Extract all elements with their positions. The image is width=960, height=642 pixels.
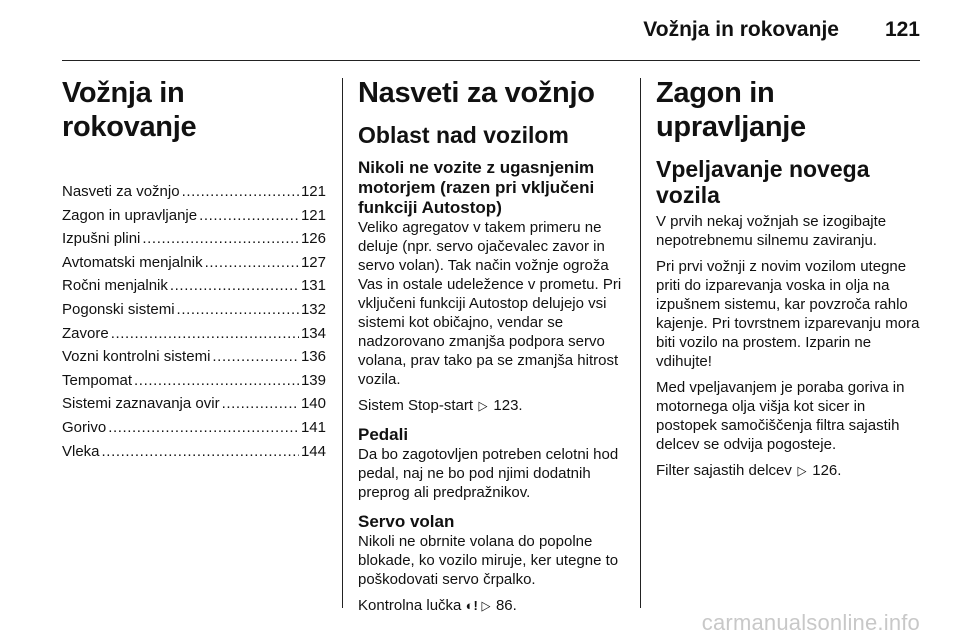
header-rule (62, 60, 920, 61)
toc-item-page: 131 (300, 277, 326, 295)
toc-leader (134, 369, 299, 393)
toc-item-page: 139 (300, 371, 326, 389)
toc-item-page: 141 (300, 418, 326, 436)
toc-leader (111, 322, 299, 346)
toc-item-label: Izpušni plini (62, 230, 141, 248)
toc-leader (177, 298, 299, 322)
particle-filter-ref-page: 126. (812, 462, 842, 479)
toc-leader (142, 227, 299, 251)
reference-arrow-icon: ▷ (478, 398, 488, 413)
toc-leader (182, 180, 299, 204)
toc-column (62, 76, 326, 463)
pedals-body: Da bo zagotovljen potreben celotni hod pedal, naj ne bo pod njimi dodatnih preprog ali predpražnikov. (358, 446, 619, 501)
column-divider-2 (640, 78, 641, 608)
toc-item[interactable] (62, 251, 326, 275)
toc-item-label: Vleka (62, 442, 100, 460)
engine-off-body: Veliko agregatov v takem primeru ne deluje (npr. servo ojačevalec zavor in servo volan). Tak način vožnje ogroža Vas in ostale udeležence v prometu. Pri vključeni funkciji Autostop delujejo vsi sistemi kot običajno, vendar se nadzorovano zmanjša podpora servo volana, prav tako pa se zmanjša hitrost vozila. (358, 219, 622, 388)
stop-start-ref-page: 123. (493, 397, 523, 414)
toc-item[interactable] (62, 369, 326, 393)
running-header (643, 18, 920, 42)
toc-item-label: Zavore (62, 324, 109, 342)
toc-item-label: Tempomat (62, 371, 133, 389)
toc-item[interactable] (62, 345, 326, 369)
toc-leader (205, 251, 299, 275)
toc-item-label: Ročni menjalnik (62, 277, 168, 295)
engine-off-heading: Nikoli ne vozite z ugasnjenim motorjem (razen pri vključeni funkciji Autostop) (358, 158, 595, 217)
toc-item[interactable] (62, 180, 326, 204)
particle-filter-reference[interactable] (656, 461, 924, 480)
section-title: Nasveti za vožnjo (358, 77, 595, 109)
warning-light-reference[interactable] (358, 596, 626, 615)
power-steering-heading: Servo volan (358, 512, 455, 531)
toc-list (62, 180, 326, 463)
toc-item-page: 121 (300, 206, 326, 224)
toc-item[interactable] (62, 274, 326, 298)
stop-start-ref-text: Sistem Stop-start (358, 397, 474, 414)
stop-start-reference[interactable] (358, 396, 626, 415)
toc-item-page: 126 (300, 230, 326, 248)
toc-item[interactable] (62, 392, 326, 416)
warning-light-ref-text: Kontrolna lučka (358, 597, 462, 614)
toc-item-page: 134 (300, 324, 326, 342)
toc-item-label: Sistemi zaznavanja ovir (62, 395, 220, 413)
driving-tips-column (358, 76, 626, 622)
toc-item[interactable] (62, 204, 326, 228)
toc-item-label: Vozni kontrolni sistemi (62, 348, 211, 366)
toc-leader (170, 274, 299, 298)
warning-light-ref-page: 86. (495, 597, 517, 614)
starting-column (656, 76, 924, 487)
watermark: carmanualsonline.info (701, 610, 920, 635)
toc-leader (108, 416, 299, 440)
toc-item-page: 132 (300, 300, 326, 318)
toc-item[interactable] (62, 298, 326, 322)
break-in-paragraph-2: Pri prvi vožnji z novim vozilom utegne priti do izparevanja voska in olja na izpušnem sistemu, kar povzroča rahlo kajenje. Pri tovrstnem izparevanju mora biti vozilo na prostem. Izparin ne vdihujte! (656, 258, 920, 370)
toc-item[interactable] (62, 227, 326, 251)
toc-item-page: 144 (300, 442, 326, 460)
chapter-title: Vožnja in rokovanje (62, 77, 197, 143)
toc-item-label: Avtomatski menjalnik (62, 253, 203, 271)
toc-item-page: 121 (300, 183, 326, 200)
power-steering-body: Nikoli ne obrnite volana do popolne blokade, ko vozilo miruje, ker utegne to poškodovati servo črpalko. (358, 533, 619, 588)
toc-item-page: 136 (300, 348, 326, 366)
running-header-title: Vožnja in rokovanje (643, 18, 839, 41)
page-number: 121 (884, 18, 920, 41)
toc-item-label: Nasveti za vožnjo (62, 183, 180, 200)
toc-item[interactable] (62, 440, 326, 464)
toc-leader (212, 345, 299, 369)
steering-warning-icon: ◐! (465, 598, 478, 613)
toc-item-label: Pogonski sistemi (62, 300, 175, 318)
break-in-paragraph-1: V prvih nekaj vožnjah se izogibajte nepotrebnemu silnemu zaviranju. (656, 213, 887, 249)
toc-item-label: Zagon in upravljanje (62, 206, 198, 224)
reference-arrow-icon: ▷ (481, 598, 491, 613)
section-title: Zagon in upravljanje (656, 77, 806, 143)
particle-filter-ref-text: Filter sajastih delcev (656, 462, 792, 479)
toc-leader (102, 440, 299, 464)
toc-item-page: 127 (300, 253, 326, 271)
toc-item-label: Gorivo (62, 418, 107, 436)
toc-item-page: 140 (300, 395, 326, 413)
pedals-heading: Pedali (358, 425, 409, 444)
toc-leader (199, 204, 299, 228)
column-divider-1 (342, 78, 343, 608)
break-in-paragraph-3: Med vpeljavanjem je poraba goriva in motornega olja višja kot sicer in postopek samočiščenja filtra sajastih delcev se odvija pogosteje. (656, 379, 905, 453)
toc-item[interactable] (62, 322, 326, 346)
toc-item[interactable] (62, 416, 326, 440)
reference-arrow-icon: ▷ (797, 463, 807, 478)
toc-leader (222, 392, 299, 416)
section-subtitle: Vpeljavanje novega vozila (656, 156, 870, 208)
section-subtitle: Oblast nad vozilom (358, 122, 569, 148)
